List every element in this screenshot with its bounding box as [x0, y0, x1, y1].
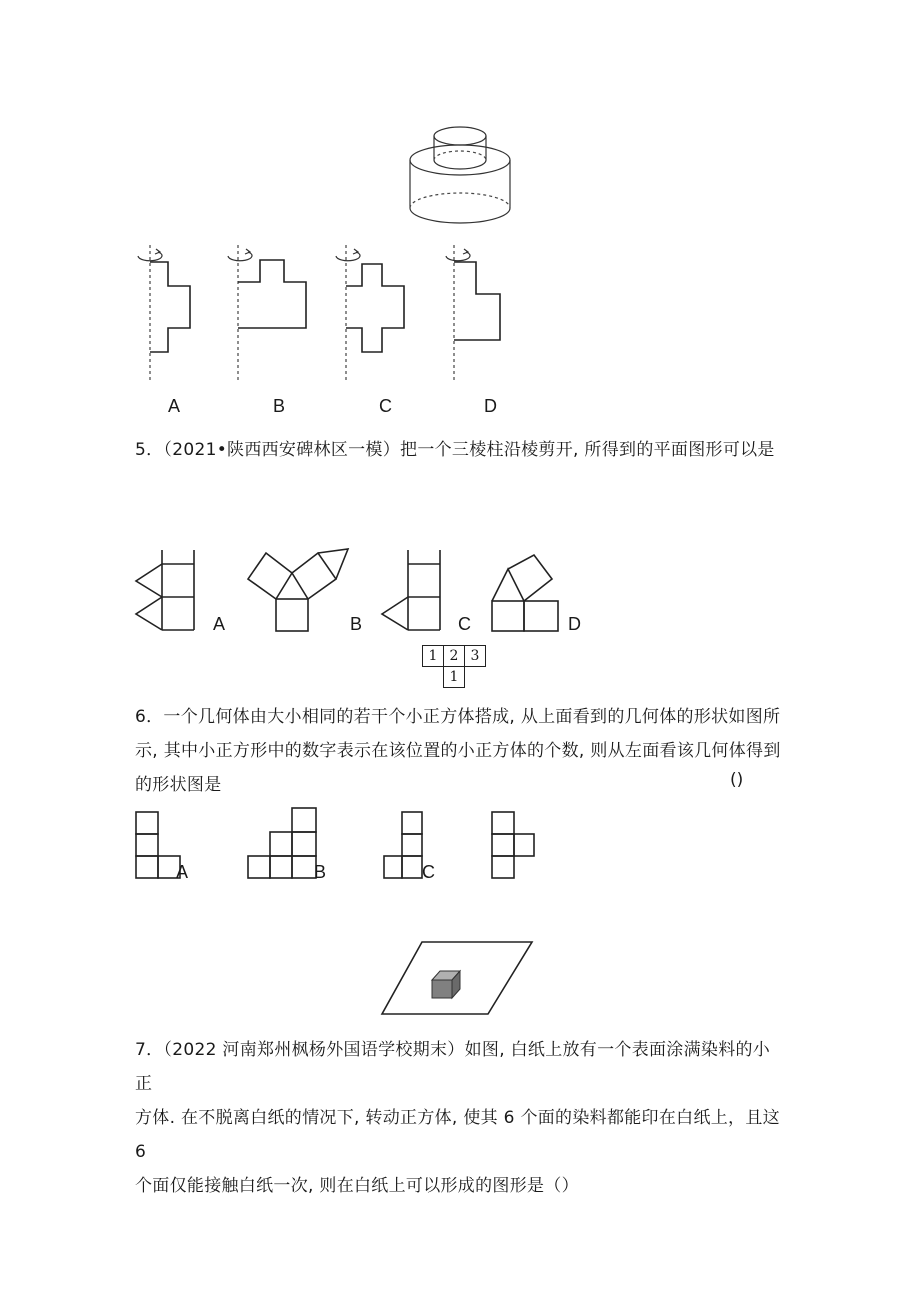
grid-cell-empty	[423, 667, 444, 688]
question-6-number: 6	[135, 707, 147, 727]
grid-cell: 2	[444, 646, 465, 667]
question-6	[135, 700, 785, 802]
grid-cell-empty	[465, 667, 486, 688]
q4-option-c-label: C	[379, 396, 392, 416]
q4-option-a-figure	[132, 240, 202, 385]
stepped-cylinder-figure	[400, 118, 520, 228]
grid-cell: 3	[465, 646, 486, 667]
q4-option-d-label: D	[484, 396, 497, 416]
question-7-line-2: 方体. 在不脱离白纸的情况下, 转动正方体, 使其 6 个面的染料都能印在白纸上，且这 6	[135, 1108, 780, 1162]
q4-option-a-label: A	[168, 396, 181, 416]
question-7	[135, 1033, 785, 1203]
q6-option-c-label: C	[422, 862, 435, 882]
cube-on-paper-figure	[380, 938, 540, 1018]
q5-option-a-figure	[134, 548, 214, 633]
q5-option-b-figure	[242, 545, 354, 633]
q5-option-a-label: A	[213, 614, 226, 634]
q5-option-d-figure	[486, 545, 578, 633]
question-6-line-2: 示, 其中小正方形中的数字表示在该位置的小正方体的个数, 则从左面看该几何体得到	[135, 741, 781, 761]
q5-option-c-figure	[380, 548, 450, 633]
answer-parentheses: ()	[730, 770, 744, 790]
question-7-line-3: 个面仅能接触白纸一次, 则在白纸上可以形成的图形是（）	[135, 1176, 579, 1196]
q4-option-c-figure	[330, 240, 420, 385]
q6-option-b-label: B	[314, 862, 327, 882]
q6-option-d-figure	[490, 810, 540, 882]
q4-option-d-figure	[440, 240, 520, 385]
top-view-grid	[422, 645, 486, 688]
q6-option-a-label: A	[176, 862, 189, 882]
q4-option-b-figure	[222, 240, 322, 385]
question-5	[135, 433, 785, 467]
grid-cell: 1	[444, 667, 465, 688]
grid-cell: 1	[423, 646, 444, 667]
question-5-text: ．（2021•陕西西安碑林区一模）把一个三棱柱沿棱剪开, 所得到的平面图形可以是	[146, 440, 775, 460]
q5-option-b-label: B	[350, 614, 363, 634]
q6-option-b-figure	[246, 806, 321, 882]
question-7-number: 7	[135, 1040, 147, 1060]
question-5-number: 5	[135, 440, 147, 460]
question-6-line-3: 的形状图是	[135, 775, 222, 795]
question-6-line-1: ．一个几何体由大小相同的若干个小正方体搭成, 从上面看到的几何体的形状如图所	[146, 707, 781, 727]
question-7-line-1: ．（2022 河南郑州枫杨外国语学校期末）如图, 白纸上放有一个表面涂满染料的小正	[135, 1040, 771, 1094]
q4-option-b-label: B	[273, 396, 286, 416]
q5-option-d-label: D	[568, 614, 581, 634]
q5-option-c-label: C	[458, 614, 471, 634]
